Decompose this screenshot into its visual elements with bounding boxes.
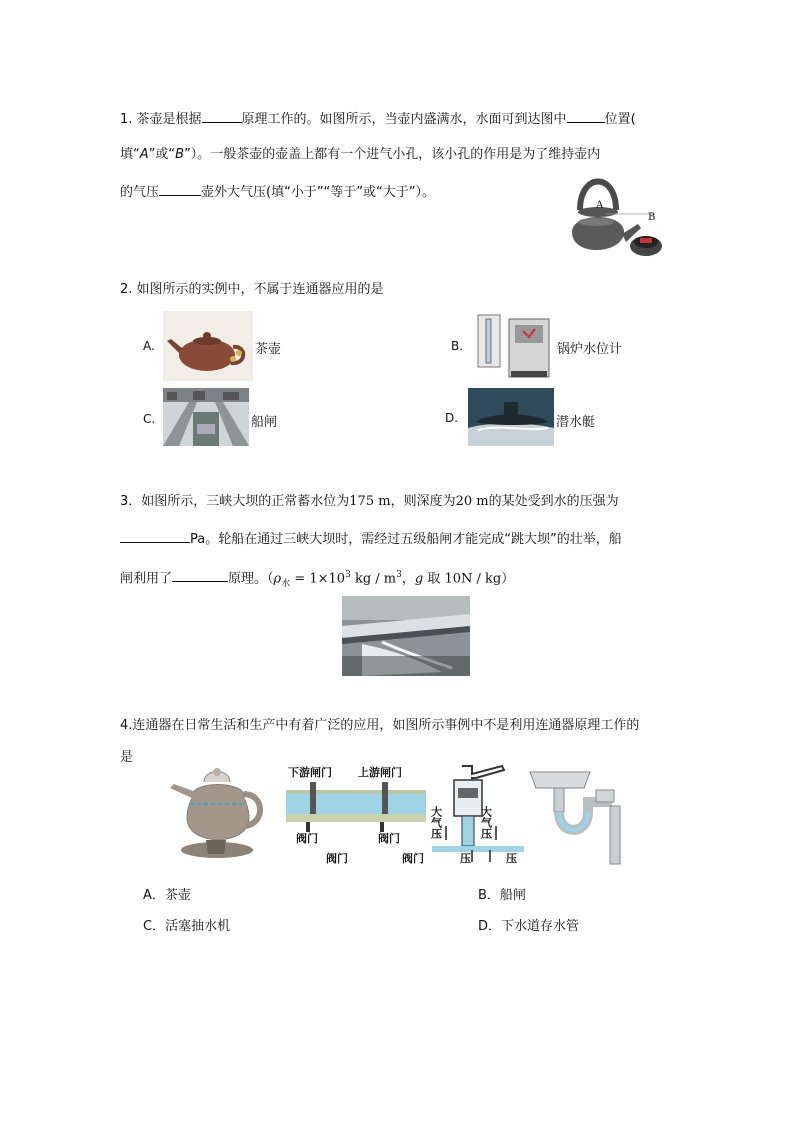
q1-line3 bbox=[120, 181, 435, 203]
q3-text: Pa。轮船在通过三峡大坝时，需经过五级船闸才能完成“跳大坝”的壮举，船 bbox=[190, 532, 622, 547]
kettle-figure bbox=[566, 172, 676, 267]
label-atmospheric-pressure-right: 大气压 bbox=[479, 806, 493, 839]
q4-ship-lock-figure bbox=[286, 764, 426, 868]
q4-option-B-text: 船闸 bbox=[499, 888, 526, 903]
q4-option-C[interactable] bbox=[143, 915, 230, 934]
q2-option-D-letter[interactable]: D. bbox=[445, 411, 459, 425]
q3-text: ，则深度为 bbox=[390, 494, 456, 509]
q3-text: 的某处受到水的压强为 bbox=[488, 494, 619, 509]
label-lower-gate: 下游闸门 bbox=[288, 766, 332, 779]
q2-option-D-text: 潜水艇 bbox=[556, 415, 596, 430]
q1-line2 bbox=[120, 145, 600, 165]
q3-text: ， bbox=[401, 571, 415, 587]
q2-option-C-letter[interactable]: C. bbox=[143, 412, 156, 426]
label-upper-gate: 上游闸门 bbox=[358, 766, 402, 779]
q1-text: 1. 茶壶是根据 bbox=[120, 112, 202, 127]
q1-text: 原理工作的。如图所示，当壶内盛满水，水面可到达图中 bbox=[241, 112, 567, 127]
three-gorges-dam-photo bbox=[342, 596, 470, 676]
submarine-image bbox=[468, 388, 554, 446]
q1-line1 bbox=[120, 108, 636, 130]
q3-value-depth: 20 m bbox=[455, 494, 489, 509]
q2-option-A-text: 茶壶 bbox=[255, 342, 282, 357]
q1-text: 填“ bbox=[120, 147, 140, 162]
label-atmospheric-pressure-left: 大气压 bbox=[429, 806, 443, 839]
q1-text: ”）。一般茶壶的壶盖上都有一个进气小孔，该小孔的作用是为了维持壶内 bbox=[184, 147, 601, 162]
q2-stem: 2. 如图所示的实例中，不属于连通器应用的是 bbox=[120, 282, 384, 297]
ship-lock-image bbox=[163, 388, 249, 446]
figure-label-A: A bbox=[596, 200, 604, 211]
q1-blank-position[interactable] bbox=[567, 108, 605, 123]
rho-subscript: 水 bbox=[281, 578, 291, 589]
q3-text: 原理。（ bbox=[228, 571, 274, 587]
q3-line3 bbox=[120, 565, 514, 594]
q3-line1 bbox=[120, 492, 619, 512]
q1-text: 壶外大气压(填“小于”“等于”或“大于”）。 bbox=[201, 185, 435, 200]
q2-option-B-text: 锅炉水位计 bbox=[557, 342, 623, 357]
q4-option-D-letter: D． bbox=[478, 919, 502, 934]
q4-option-A-letter: A． bbox=[143, 888, 165, 903]
figure-label-B: B bbox=[648, 212, 656, 223]
q2-option-B-letter[interactable]: B. bbox=[451, 339, 464, 353]
q1-text: 位置( bbox=[604, 112, 636, 127]
q1-blank-pressure[interactable] bbox=[159, 181, 201, 196]
density-unit: kg / m bbox=[350, 571, 397, 587]
q1-text: 的气压 bbox=[120, 185, 160, 200]
q3-text: 3．如图所示，三峡大坝的正常蓄水位为 bbox=[120, 494, 350, 509]
q3-text: ） bbox=[501, 571, 515, 587]
q3-blank-principle[interactable] bbox=[172, 567, 228, 582]
q3-line2 bbox=[120, 528, 622, 550]
label-valve-4: 阀门 bbox=[402, 852, 424, 865]
q4-option-A[interactable] bbox=[143, 884, 191, 903]
rho-symbol: ρ bbox=[273, 571, 282, 587]
q4-option-D[interactable] bbox=[478, 915, 579, 934]
q1-text: ”或“ bbox=[148, 147, 176, 162]
q4-option-C-text: 活塞抽水机 bbox=[165, 919, 231, 934]
density-value: = 1×10 bbox=[290, 571, 346, 587]
q1-option-B: B bbox=[175, 147, 185, 162]
q4-drain-trap-figure bbox=[526, 764, 626, 866]
g-symbol: g bbox=[414, 571, 424, 587]
q4-option-D-text: 下水道存水管 bbox=[501, 919, 580, 934]
boiler-gauge-image bbox=[473, 311, 555, 381]
label-valve-2: 阀门 bbox=[378, 832, 400, 845]
q4-piston-pump-figure bbox=[429, 762, 524, 868]
q4-option-B-letter: B． bbox=[478, 888, 500, 903]
q1-option-A: A bbox=[139, 147, 149, 162]
q3-text: 取 bbox=[423, 571, 445, 587]
q2-option-A-letter[interactable]: A. bbox=[143, 339, 155, 353]
q4-kettle-figure bbox=[166, 764, 278, 864]
teapot-image bbox=[163, 311, 253, 381]
label-valve-1: 阀门 bbox=[296, 832, 318, 845]
q3-text: 闸利用了 bbox=[120, 571, 173, 587]
label-pressure-2: 压 bbox=[506, 852, 517, 865]
g-value: 10N / kg bbox=[444, 571, 502, 587]
q4-option-A-text: 茶壶 bbox=[164, 888, 191, 903]
q4-option-C-letter: C． bbox=[143, 919, 166, 934]
label-pressure-1: 压 bbox=[460, 852, 471, 865]
density-unit-exponent: 3 bbox=[396, 570, 402, 580]
q4-option-B[interactable] bbox=[478, 884, 526, 903]
q3-value-water-level: 175 m bbox=[349, 494, 391, 509]
density-exponent: 3 bbox=[345, 570, 351, 580]
label-valve-3: 阀门 bbox=[326, 852, 348, 865]
q1-blank-principle[interactable] bbox=[202, 108, 242, 123]
q4-stem-line1: 4.连通器在日常生活和生产中有着广泛的应用，如图所示事例中不是利用连通器原理工作的 bbox=[120, 718, 640, 733]
q4-stem-line2: 是 bbox=[120, 750, 134, 765]
q2-option-C-text: 船闸 bbox=[251, 415, 278, 430]
q3-blank-pressure[interactable] bbox=[120, 528, 190, 543]
